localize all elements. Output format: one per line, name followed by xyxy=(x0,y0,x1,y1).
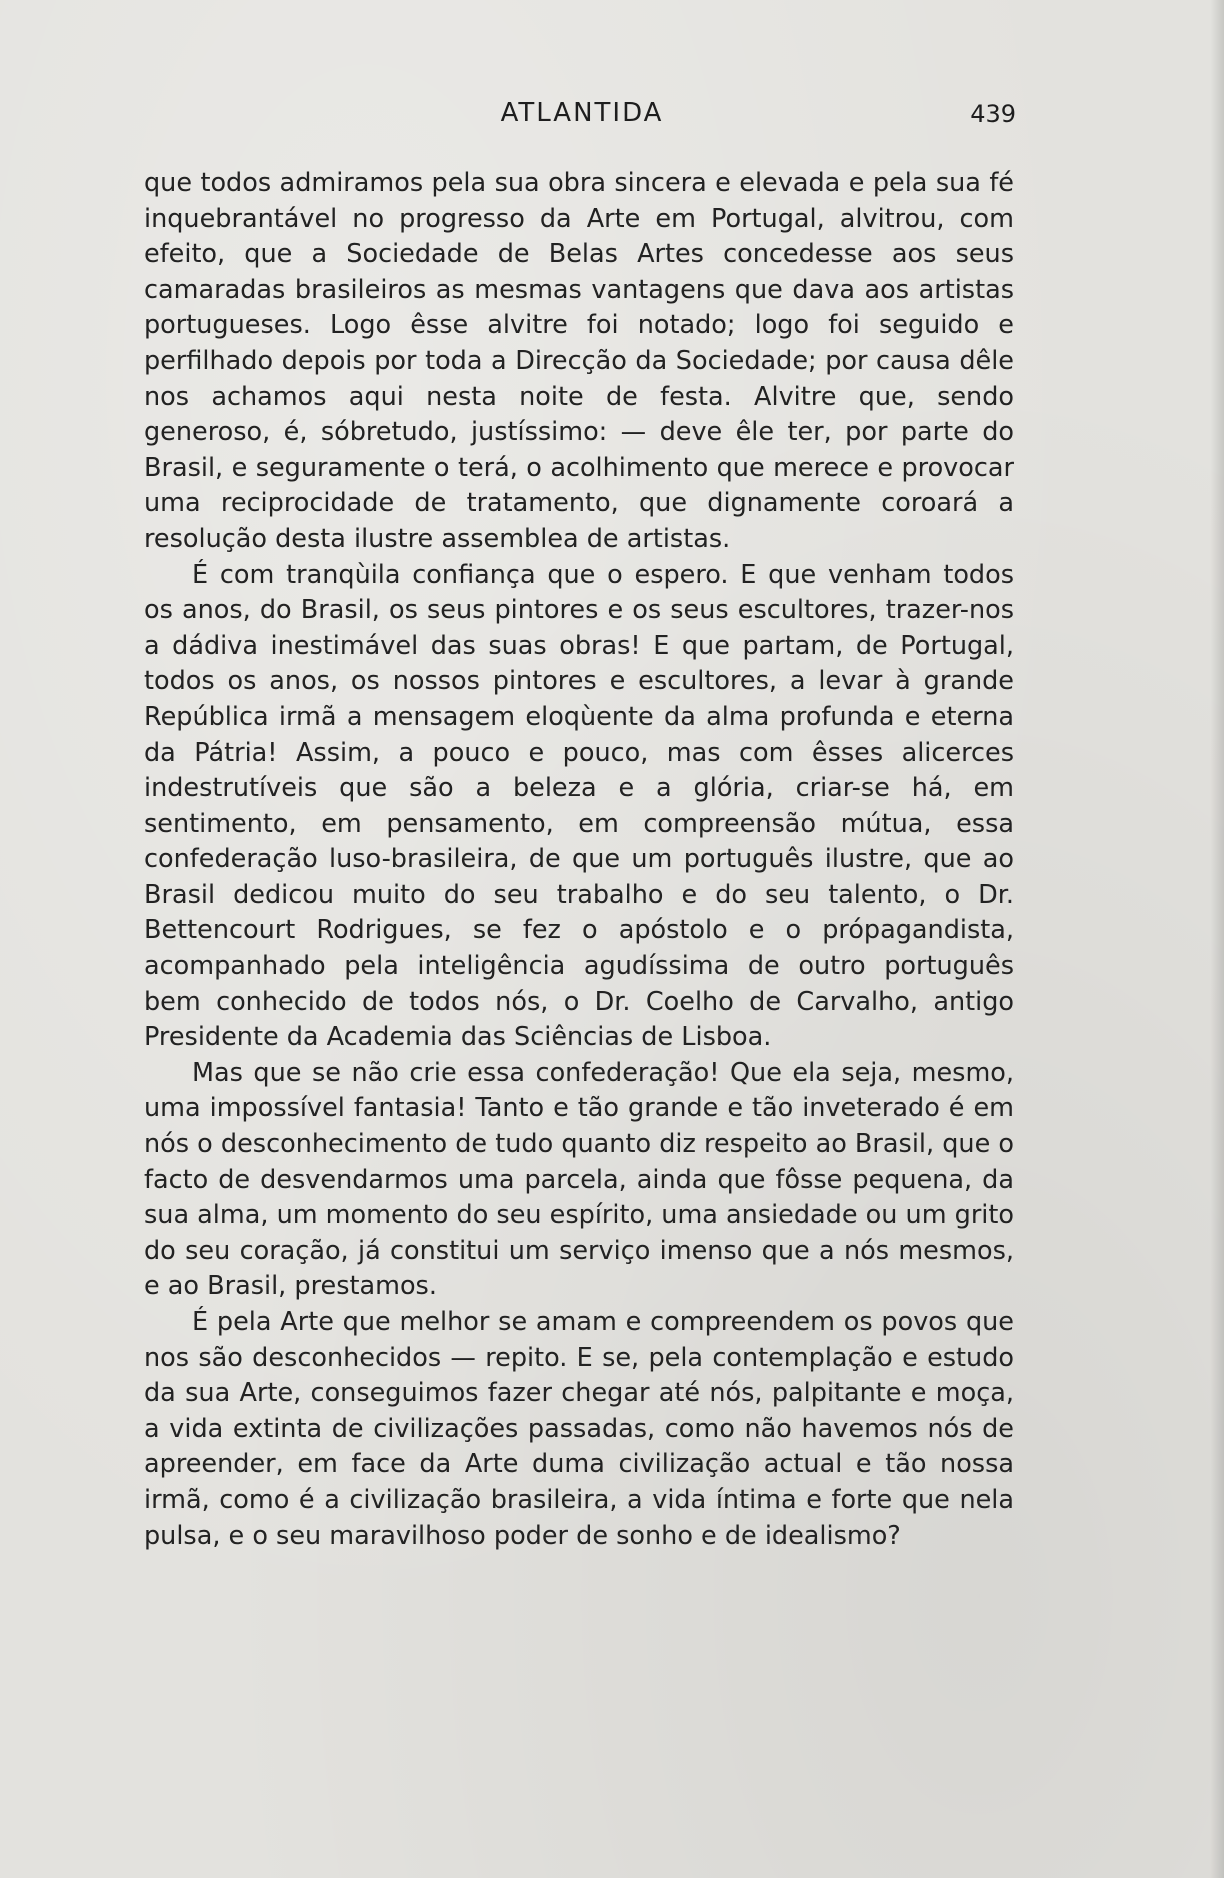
running-title: ATLANTIDA xyxy=(500,98,664,128)
page-number: 439 xyxy=(970,100,1016,128)
paragraph: Mas que se não crie essa confederação! Que ela seja, mesmo, uma impossível fantasia! Tanto e tão grande e tão inveterado é em nós o desconhecimento de tudo quanto diz respeito ao Brasil, que o facto de desvendarmos uma parcela, ainda que fôsse pequena, da sua alma, um momento do seu espírito, uma ansiedade ou um grito do seu coração, já constitui um serviço imenso que a nós mesmos, e ao Brasil, prestamos. xyxy=(144,1057,1014,1302)
page-edge-shadow xyxy=(1210,0,1224,1878)
paragraph: É pela Arte que melhor se amam e compreendem os povos que nos são desconhecidos — repito. E se, pela contemplação e estudo da sua Arte, conseguimos fazer chegar até nós, palpitante e moça, a vida extinta de civilizações passadas, como não havemos nós de apreender, em face da Arte duma civilização actual e tão nossa irmã, como é a civilização brasileira, a vida íntima e forte que nela pulsa, e o seu maravilhoso poder de sonho e de idealismo? xyxy=(144,1307,1014,1551)
paragraph: É com tranqùila confiança que o espero. E que venham todos os anos, do Brasil, os seus pintores e os seus escultores, trazer-nos a dádiva inestimável das suas obras! E que partam, de Portugal, todos os anos, os nossos pintores e escultores, a levar à grande República irmã a mensagem eloqùente da alma profunda e eterna da Pátria! Assim, a pouco e pouco, mas com êsses alicerces indestrutíveis que são a beleza e a glória, criar-se há, em sentimento, em pensamento, em compreensão mútua, essa confederação luso-brasileira, de que um português ilustre, que ao Brasil dedicou muito do seu trabalho e do seu talento, o Dr. Bettencourt Rodrigues, se fez o apóstolo e o própagandista, acompanhado pela inteligência agudíssima de outro português bem conhecido de todos nós, o Dr. Coelho de Carvalho, antigo Presidente da Academia das Sciências de Lisboa. xyxy=(144,559,1014,1053)
body-text xyxy=(144,166,1014,1554)
paragraph: que todos admiramos pela sua obra sincera e elevada e pela sua fé inquebrantável no progresso da Arte em Portugal, alvitrou, com efeito, que a Sociedade de Belas Artes concedesse aos seus camaradas brasileiros as mesmas vantagens que dava aos artistas portugueses. Logo êsse alvitre foi notado; logo foi seguido e perfilhado depois por toda a Direcção da Sociedade; por causa dêle nos achamos aqui nesta noite de festa. Alvitre que, sendo generoso, é, sóbretudo, justíssimo: — deve êle ter, por parte do Brasil, e seguramente o terá, o acolhimento que merece e provocar uma reciprocidade de tratamento, que dignamente coroará a resolução desta ilustre assemblea de artistas. xyxy=(144,168,1014,554)
running-header xyxy=(148,98,1016,138)
